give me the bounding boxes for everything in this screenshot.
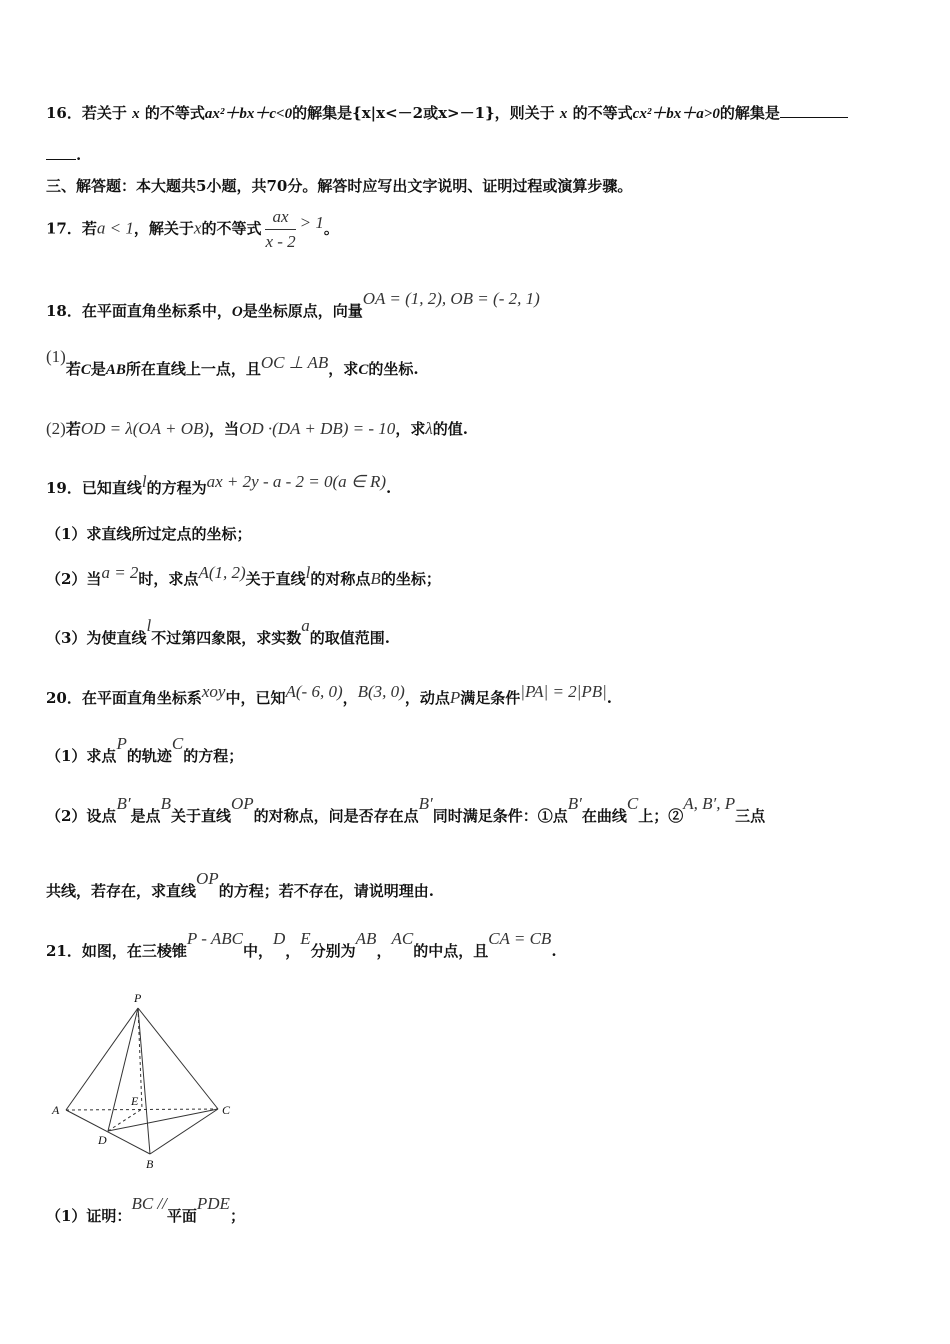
q17: 17．若a < 1，解关于x的不等式 $\frac{ax}{x - 2}$ > 1。 (46, 207, 339, 251)
q16-answer-blank[interactable] (780, 105, 848, 118)
q21-number: 21． (46, 942, 82, 960)
q16-line2: . (46, 146, 81, 164)
section-3-heading: 三、解答题：本大题共5小题，共70分。解答时应写出文字说明、证明过程或演算步骤。 (46, 177, 633, 195)
label-D: D (98, 1133, 107, 1147)
q20-stem: 20．在平面直角坐标系xoy中，已知A(- 6, 0)，B(3, 0)，动点P满足条件|PA| = 2|PB|. (46, 682, 613, 707)
q16-number: 16． (46, 104, 82, 122)
q20-number: 20． (46, 689, 82, 707)
q18-number: 18． (46, 302, 82, 320)
edge-PA (66, 1008, 138, 1110)
edge-PC (138, 1008, 218, 1109)
q21-stem: 21．如图，在三棱锥P - ABC中，D，E分别为AB，AC的中点，且CA = CB. (46, 929, 557, 960)
q20-part2-line2: 共线，若存在，求直线OP的方程；若不存在，请说明理由. (46, 869, 434, 900)
q19-stem: 19．已知直线l的方程为ax + 2y - a - 2 = 0(a ∈ R). (46, 472, 392, 497)
label-E: E (131, 1094, 139, 1108)
q19-part3: （3）为使直线l不过第四象限，求实数a的取值范围. (46, 616, 390, 647)
pyramid-figure (46, 988, 246, 1173)
q18-part1: (1)若C是AB所在直线上一点，且OC ⊥ AB，求C的坐标. (46, 347, 419, 378)
q19-part1: （1）求直线所过定点的坐标； (46, 525, 252, 543)
q18-stem: 18．在平面直角坐标系中，O是坐标原点，向量OA = (1, 2), OB = (- 2, 1) (46, 289, 540, 320)
edge-AB (66, 1110, 150, 1154)
q16-line1: 16．若关于 x 的不等式ax²＋bx＋c<0的解集是{x|x<－2或x>－1}，则关于 x 的不等式cx²＋bx＋a>0的解集是 (46, 102, 848, 123)
q20-part2-line1: （2）设点B′是点B关于直线OP的对称点，问是否存在点B′同时满足条件：①点B′在曲线C上；②A, B′, P三点 (46, 794, 766, 825)
edge-AC-hidden (66, 1109, 218, 1110)
q18-vectors: OA = (1, 2), OB = (- 2, 1) (362, 289, 540, 308)
q17-fraction: $\frac{ax}{x - 2}$ (265, 207, 296, 251)
q16-answer-blank-cont (46, 147, 76, 160)
q21-part1: （1）证明：BC //平面PDE； (46, 1194, 245, 1225)
q17-number: 17． (46, 219, 82, 238)
q18-part2: (2)若OD = λ(OA + OB)，当OD ·(DA + DB) = - 10，求λ的值. (46, 419, 468, 438)
q20-part1: （1）求点P的轨迹C的方程； (46, 734, 244, 765)
edge-PD (108, 1008, 138, 1131)
edge-PE-hidden (138, 1008, 142, 1109)
q16-inequality: ax²＋bx＋c<0 (204, 106, 293, 122)
edge-PB (138, 1008, 150, 1154)
q19-number: 19． (46, 479, 82, 497)
label-C: C (222, 1103, 231, 1117)
q19-part2: （2）当a = 2时，求点A(1, 2)关于直线l的对称点B的坐标； (46, 563, 441, 588)
q16-inequality2: cx²＋bx＋a>0 (632, 106, 720, 122)
label-P: P (134, 991, 142, 1005)
label-B: B (146, 1157, 154, 1171)
label-A: A (52, 1103, 60, 1117)
